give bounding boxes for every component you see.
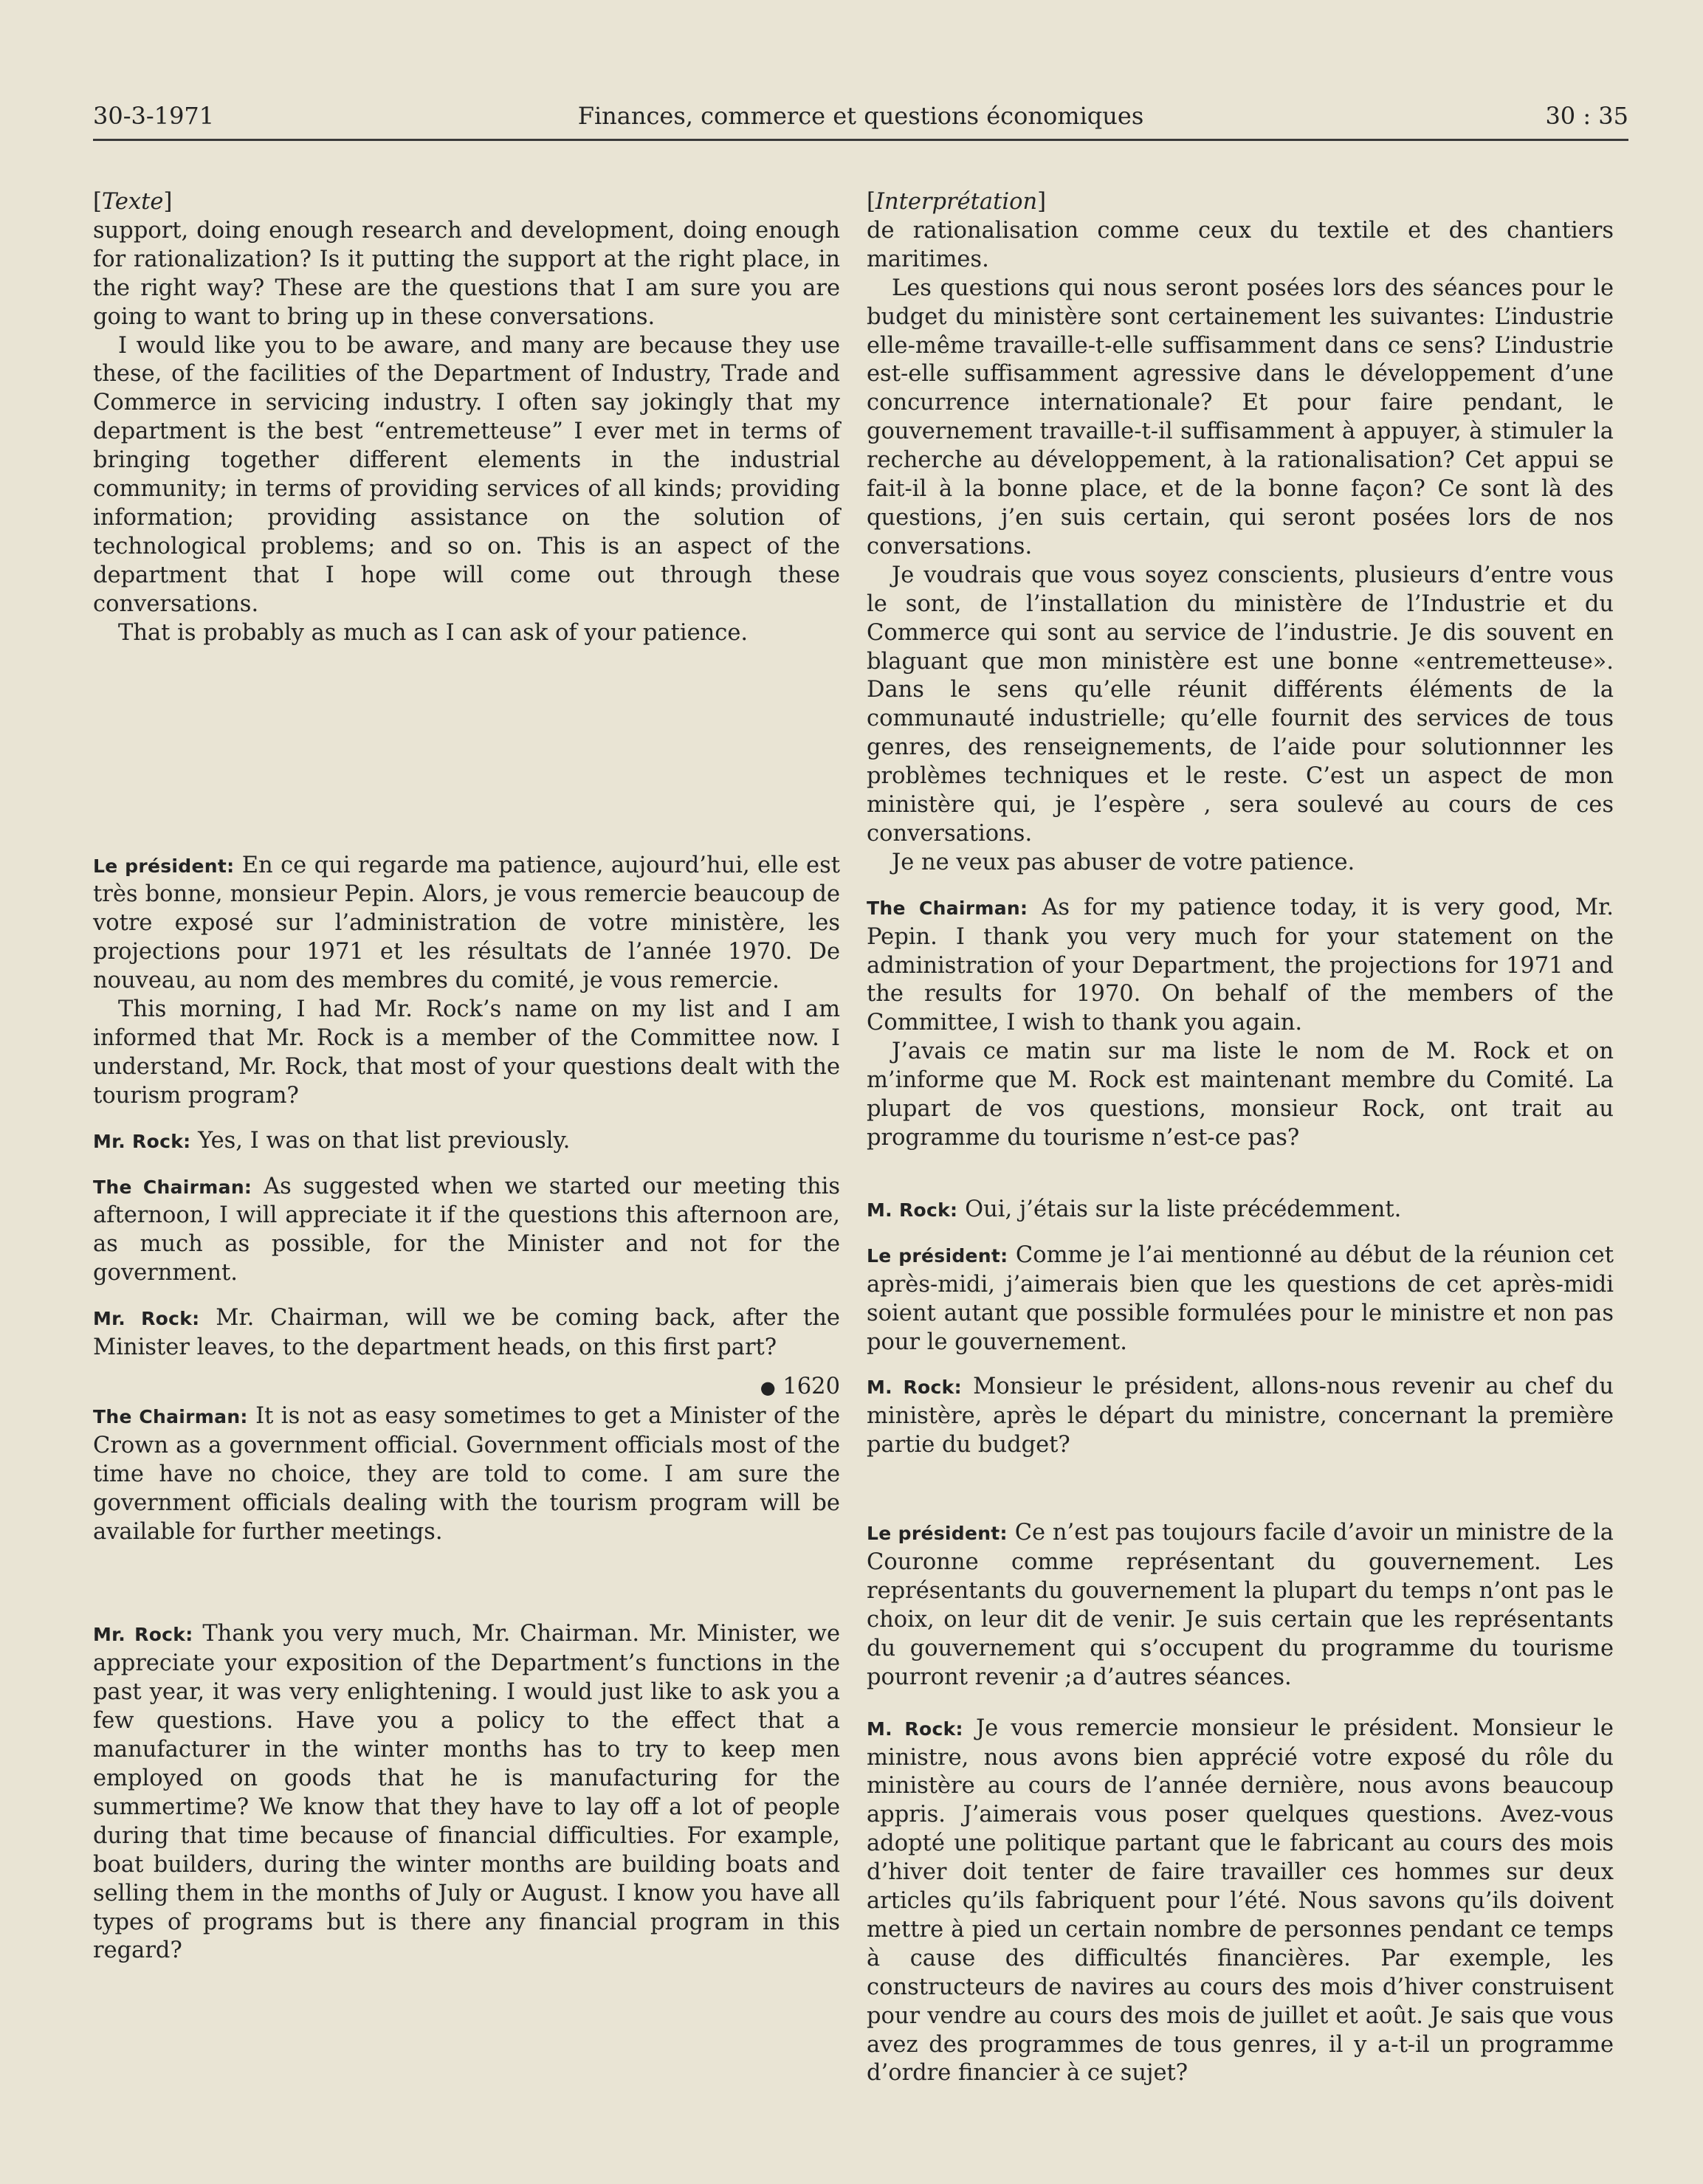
speech-text: As for my patience today, it is very good, Mr. Pepin. I thank you very much for your statement on the administration of your Department, the projections for 1971 and the results for 1970. On behalf of the members of the Committee, I wish to thank you again. [867, 894, 1614, 1036]
speaker-name: Le président: [867, 1523, 1008, 1545]
header-date: 30-3-1971 [93, 102, 215, 130]
speech-text: It is not as easy sometimes to get a Minister of the Crown as a government official. Government officials most of the time have no choice, they are told to come. I am sure the government officials dealing with the tourism program will be available for further meetings. [93, 1402, 840, 1545]
speaker-name: M. Rock: [867, 1718, 963, 1740]
speaker-paragraph [93, 1127, 840, 1157]
right-column [867, 188, 1614, 2088]
speaker-name: The Chairman: [93, 1176, 252, 1198]
speaker-name: Mr. Rock: [93, 1308, 200, 1330]
paragraph: de rationalisation comme ceux du textile et des chantiers maritimes. [867, 217, 1614, 272]
speech-text: Mr. Chairman, will we be coming back, after the Minister leaves, to the department heads, on this first part? [93, 1305, 840, 1361]
speaker-paragraph [93, 1620, 840, 1966]
speaker-paragraph [93, 852, 840, 996]
speaker-paragraph [93, 1173, 840, 1289]
paragraph: This morning, I had Mr. Rock’s name on my list and I am informed that Mr. Rock is a member of the Committee now. I understand, Mr. Rock, that most of your questions dealt with the tourism program? [93, 996, 840, 1109]
paragraph: Les questions qui nous seront posées lors des séances pour le budget du ministère sont certainement les suivantes: L’industrie elle-même travaille-t-elle suffisamment dans ce sens? L’industrie est-elle suffisamment agressive dans le développement d’une concurrence internationale? Et pour faire pendant, le gouvernement travaille-t-il suffisamment à appuyer, à stimuler la recherche au développement, à la rationalisation? Cet appui se fait-il à la bonne place, et de la bonne façon? Ce sont là des questions, j’en suis certain, qui seront posées lors de nos conversations. [867, 275, 1614, 559]
paragraph: J’avais ce matin sur ma liste le nom de M. Rock et on m’informe que M. Rock est maintenant membre du Comité. La plupart de vos questions, monsieur Rock, ont trait au programme du tourisme n’est-ce pas? [867, 1038, 1614, 1151]
speech-text: Je vous remercie monsieur le président. Monsieur le ministre, nous avons bien apprécié votre exposé du rôle du ministère au cours de l’année dernière, nous avons beaucoup appris. J’aimerais vous poser quelques questions. Avez-vous adopté une politique partant que le fabricant au cours des mois d’hiver doit tenter de faire travailler ces hommes sur deux articles qu’ils fabriquent pour l’été. Nous savons qu’ils doivent mettre à pied un certain nombre de personnes pendant ce temps à cause des difficultés financières. Par exemple, les constructeurs de navires au cours des mois d’hiver construisent pour vendre au cours des mois de juillet et août. Je sais que vous avez des programmes de tous genres, il y a-t-il un programme d’ordre financier à ce sujet? [867, 1715, 1614, 2087]
time-marker: ● 1620 [760, 1374, 840, 1399]
paragraph: That is probably as much as I can ask of your patience. [118, 619, 749, 646]
speaker-paragraph [867, 894, 1614, 1038]
speech-text: Ce n’est pas toujours facile d’avoir un ministre de la Couronne comme représentant du gouvernement. Les représentants du gouvernement la plupart du temps n’ont pas le choix, on leur dit de venir. Je suis certain que les représentants du gouvernement qui s’occupent du programme du tourisme pourront revenir ;a d’autres séances. [867, 1520, 1614, 1690]
speaker-paragraph [93, 1402, 840, 1547]
speech-text: As suggested when we started our meeting this afternoon, I will appreciate it if the questions this afternoon are, as much as possible, for the Minister and not for the government. [93, 1173, 841, 1286]
header-page-number: 30 : 35 [1545, 102, 1628, 130]
speaker-paragraph [867, 1519, 1614, 1692]
header-title: Finances, commerce et questions économiques [577, 102, 1144, 130]
speaker-name: Le président: [867, 1244, 1008, 1267]
speech-text: Comme je l’ai mentionné au début de la réunion cet après-midi, j’aimerais bien que les questions de cet après-midi soient autant que possible formulées pour le ministre et non pas pour le gouvernement. [867, 1241, 1614, 1355]
paragraph: Je ne veux pas abuser de votre patience. [892, 849, 1355, 875]
speaker-paragraph [867, 1373, 1614, 1460]
page-header [93, 97, 1628, 141]
left-column [93, 188, 840, 1966]
speaker-name: Mr. Rock: [93, 1130, 191, 1152]
speaker-name: The Chairman: [93, 1405, 248, 1427]
speaker-name: Mr. Rock: [93, 1624, 193, 1646]
speaker-paragraph [867, 1715, 1614, 2089]
paragraph: I would like you to be aware, and many are because they use these, of the facilities of the Department of Industry, Trade and Commerce in servicing industry. I often say jokingly that my department is the best “entremetteuse” I ever met in terms of bringing together different elements in the industrial community; in terms of providing services of all kinds; providing information; providing assistance on the solution of technological problems; and so on. This is an aspect of the department that I hope will come out through these conversations. [93, 332, 840, 617]
speaker-paragraph [867, 1196, 1614, 1225]
speaker-name: M. Rock: [867, 1199, 958, 1221]
paragraph: Je voudrais que vous soyez conscients, plusieurs d’entre vous le sont, de l’installation du ministère de l’Industrie et du Commerce qui sont au service de l’industrie. Je dis souvent en blaguant que mon ministère est une bonne «entremetteuse». Dans le sens qu’elle réunit différents éléments de la communauté industrielle; qu’elle fournit des services de tous genres, des renseignements, de l’aide pour solutionnner les problèmes techniques et le reste. C’est un aspect de mon ministère qui, je l’espère , sera soulevé au cours de ces conversations. [867, 562, 1614, 847]
speech-text: En ce qui regarde ma patience, aujourd’hui, elle est très bonne, monsieur Pepin. Alors, je vous remercie beaucoup de votre exposé sur l’administration de votre ministère, les projections pour 1971 et les résultats de l’année 1970. De nouveau, au nom des membres du comité, je vous remercie. [93, 852, 840, 994]
speaker-name: The Chairman: [867, 897, 1028, 919]
paragraph: support, doing enough research and development, doing enough for rationalization? Is it putting the support at the right place, in the right way? These are the questions that I am sure you are going to want to bring up in these conversations. [93, 217, 840, 330]
left-column-label: [Texte] [93, 189, 173, 215]
speaker-name: Le président: [93, 855, 235, 877]
speaker-paragraph [93, 1304, 840, 1363]
right-column-label: [Interprétation] [867, 189, 1047, 215]
speaker-name: M. Rock: [867, 1377, 962, 1399]
speech-text: Monsieur le président, allons-nous revenir au chef du ministère, après le départ du ministre, concernant la première partie du budget? [867, 1374, 1614, 1458]
speech-text: Thank you very much, Mr. Chairman. Mr. Minister, we appreciate your exposition of the Department’s functions in the past year, it was very enlightening. I would just like to ask you a few questions. Have you a policy to the effect that a manufacturer in the winter months has to try to keep men employed on goods that he is manufacturing for the summertime? We know that they have to lay off a lot of people during that time because of financial difficulties. For example, boat builders, during the winter months are building boats and selling them in the months of July or August. I know you have all types of programs but is there any financial program in this regard? [93, 1621, 840, 1964]
speech-text: Yes, I was on that list previously. [198, 1127, 571, 1154]
speech-text: Oui, j’étais sur la liste précédemment. [965, 1196, 1402, 1222]
speaker-paragraph [867, 1241, 1614, 1357]
